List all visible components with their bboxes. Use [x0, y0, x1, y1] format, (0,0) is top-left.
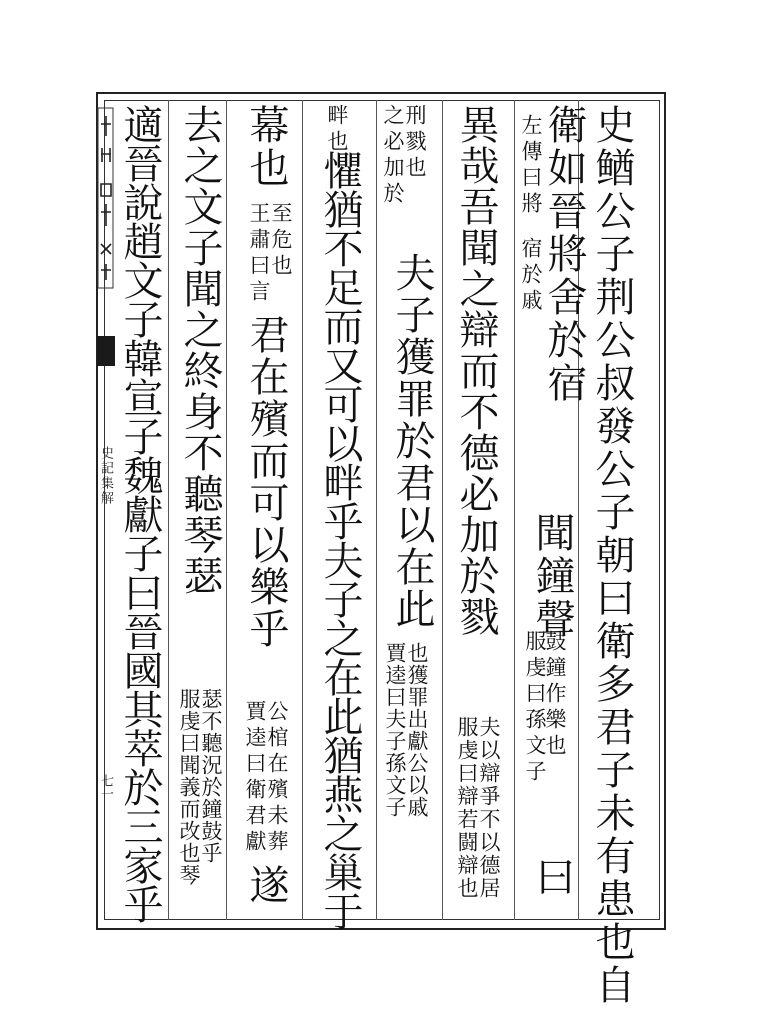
text-column-2 [520, 104, 586, 405]
fold-title-seal [98, 104, 116, 294]
column-2-main-a: 衛如晉將舍於宿 [541, 104, 587, 405]
column-7-note-1: 服虔曰聞義而改也琴 [177, 688, 201, 886]
column-5-note: 畔也 [325, 104, 349, 156]
column-rule [514, 100, 515, 920]
margin-page-number: 七一 [98, 774, 113, 800]
column-rule [302, 100, 303, 920]
column-6-main-c: 遂 [243, 864, 289, 907]
column-2-note-b2: 鼓鐘作樂也 [543, 630, 567, 760]
column-4-note-4: 也獲罪出獻公以戚 [405, 642, 429, 818]
column-8-main: 適晉說趙文子韓宣子魏獻子曰晉國其萃於三家乎 [117, 104, 163, 923]
text-column-1: 史䲡公子荆公叔發公子朝曰衛多君子未有患也自 [589, 104, 635, 1007]
column-3-note-2: 夫以辯爭不以德居 [477, 716, 501, 900]
column-7-note-2: 瑟不聽況於鐘鼓乎 [199, 688, 223, 864]
column-4-note-2: 刑戮也 [403, 104, 427, 182]
column-4-main: 夫子獲罪於君以在此 [389, 252, 435, 630]
fold-title-glyphs [97, 104, 115, 294]
text-column-3-main: 異哉吾聞之辯而不德必加於戮 [453, 104, 499, 637]
column-rule [168, 100, 169, 920]
column-4-note-1: 之必加於 [381, 104, 405, 208]
column-2-main-b: 聞鐘聲 [529, 512, 575, 641]
column-2-note-b1: 服虔曰孫文子 [523, 630, 547, 786]
column-rule [442, 100, 443, 920]
margin-book-title: 史記集解 [98, 446, 113, 506]
column-6-main-a: 幕也 [243, 104, 289, 190]
column-rule [226, 100, 227, 920]
column-6-note-a2: 至危也 [269, 202, 293, 280]
column-6-note-a1: 王肅曰言 [247, 202, 271, 306]
column-2-note-a1: 左傳曰將 [519, 114, 543, 218]
column-5-main: 懼猶不足而又可以畔乎夫子之在此猶燕之巢于 [317, 150, 363, 930]
column-2-note-a [519, 114, 543, 315]
column-6-note-b1: 賈逵曰衛君獻 [243, 700, 267, 856]
column-4-note-3: 賈逵曰夫子孫文子 [383, 642, 407, 818]
column-2-note-a2: 宿於戚 [519, 237, 543, 315]
column-2-main-c: 曰 [529, 856, 575, 899]
column-3-note-1: 服虔曰辯若闘辯也 [455, 716, 479, 900]
column-6-note-b2: 公棺在殯未葬 [265, 700, 289, 856]
column-6-main-b: 君在殯而可以樂乎 [243, 314, 289, 650]
column-rule [376, 100, 377, 920]
fish-tail-mark [97, 336, 115, 366]
column-7-main: 去之文子聞之終身不聽琴瑟 [177, 104, 223, 596]
